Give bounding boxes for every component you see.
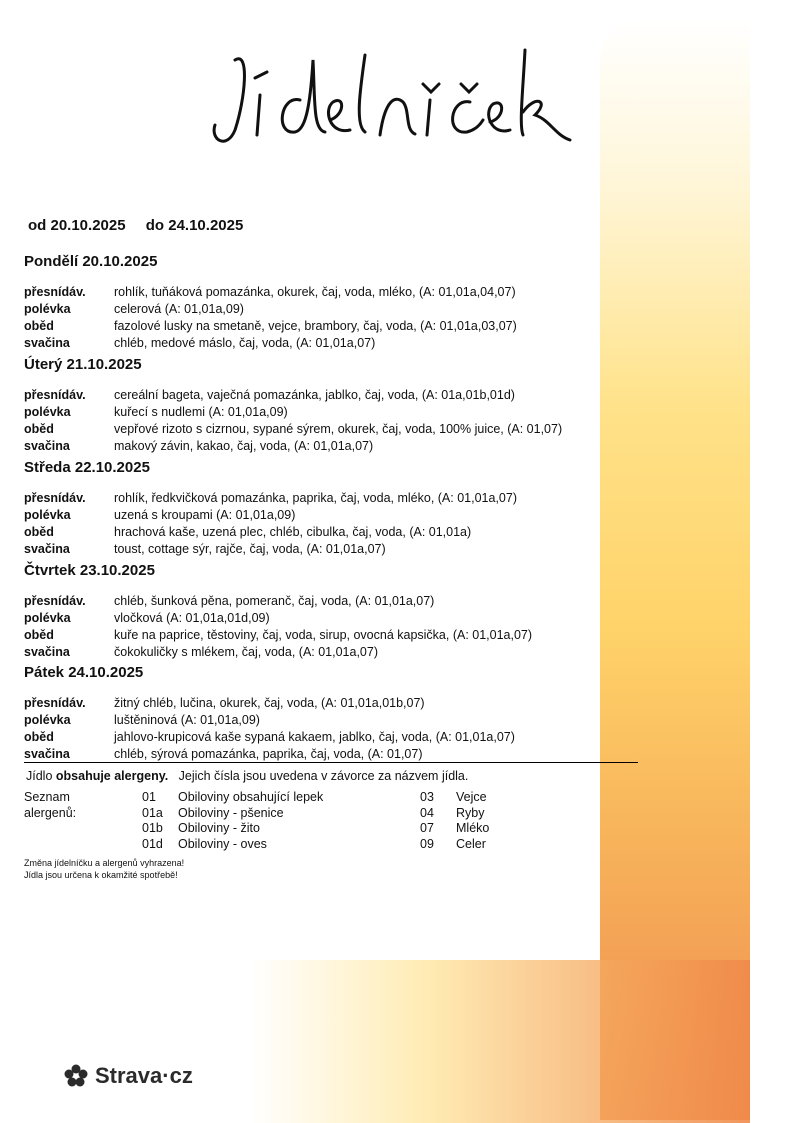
meal-row	[24, 695, 604, 712]
date-from: od 20.10.2025	[28, 217, 126, 234]
allergen-name: Celer	[456, 836, 486, 851]
day-title: Úterý 21.10.2025	[24, 356, 142, 373]
meal-text: luštěninová (A: 01,01a,09)	[114, 713, 260, 727]
footnote-change-reserved: Změna jídelníčku a alergenů vyhrazena!	[24, 858, 185, 868]
meal-label: svačina	[24, 747, 70, 761]
day-title: Čtvrtek 23.10.2025	[24, 562, 155, 579]
meal-text: hrachová kaše, uzená plec, chléb, cibulka, čaj, voda, (A: 01,01a)	[114, 525, 472, 539]
meal-label: oběd	[24, 525, 54, 539]
meal-label: polévka	[24, 611, 71, 625]
flower-icon	[63, 1063, 89, 1089]
meal-text: celerová (A: 01,01a,09)	[114, 302, 244, 316]
meal-label: oběd	[24, 422, 54, 436]
allergen-column-left	[142, 790, 323, 852]
title-logo	[205, 40, 585, 160]
footnote	[24, 857, 184, 881]
allergen-code: 07	[420, 821, 434, 835]
allergen-code: 09	[420, 836, 434, 851]
meal-row	[24, 318, 604, 335]
meal-row	[24, 301, 604, 318]
allergen-name: Ryby	[456, 805, 485, 820]
meal-label: přesnídáv.	[24, 594, 86, 608]
allergen-note-prefix: Jídlo	[26, 769, 56, 783]
meal-text: uzená s kroupami (A: 01,01a,09)	[114, 508, 296, 522]
meal-row	[24, 404, 604, 421]
allergen-item	[420, 806, 489, 822]
meal-text: rohlík, tuňáková pomazánka, okurek, čaj, voda, mléko, (A: 01,01a,04,07)	[114, 285, 516, 299]
meal-text: chléb, sýrová pomazánka, paprika, čaj, voda, (A: 01,07)	[114, 747, 423, 761]
allergen-item	[142, 790, 323, 806]
meal-text: chléb, medové máslo, čaj, voda, (A: 01,01a,07)	[114, 336, 376, 350]
meal-text: fazolové lusky na smetaně, vejce, brambory, čaj, voda, (A: 01,01a,03,07)	[114, 319, 517, 333]
allergen-item	[142, 806, 323, 822]
allergen-name: Obiloviny obsahující lepek	[178, 790, 324, 804]
day-block	[24, 664, 604, 763]
meal-row	[24, 284, 604, 301]
day-title: Středa 22.10.2025	[24, 459, 150, 476]
day-block	[24, 356, 604, 455]
meal-label: přesnídáv.	[24, 388, 86, 402]
day-title: Pondělí 20.10.2025	[24, 253, 158, 270]
footnote-immediate-consumption: Jídla jsou určena k okamžité spotřebě!	[24, 870, 178, 880]
meal-text: rohlík, ředkvičková pomazánka, paprika, čaj, voda, mléko, (A: 01,01a,07)	[114, 491, 517, 505]
meal-text: vepřové rizoto s cizrnou, sypané sýrem, okurek, čaj, voda, 100% juice, (A: 01,07)	[114, 422, 563, 436]
allergen-code: 01	[142, 790, 156, 804]
meal-text: jahlovo-krupicová kaše sypaná kakaem, jablko, čaj, voda, (A: 01,01a,07)	[114, 730, 515, 744]
allergen-column-right	[420, 790, 489, 852]
meal-row	[24, 438, 604, 455]
meal-label: oběd	[24, 319, 54, 333]
meal-label: přesnídáv.	[24, 285, 86, 299]
meal-row	[24, 644, 604, 661]
allergen-code: 01b	[142, 821, 163, 835]
meal-row	[24, 335, 604, 352]
decorative-garden-illustration	[250, 960, 750, 1123]
meal-row	[24, 490, 604, 507]
meal-text: chléb, šunková pěna, pomeranč, čaj, voda, (A: 01,01a,07)	[114, 594, 435, 608]
meal-row	[24, 712, 604, 729]
meal-label: přesnídáv.	[24, 491, 86, 505]
meal-label: oběd	[24, 628, 54, 642]
meal-label: přesnídáv.	[24, 696, 86, 710]
allergen-name: Mléko	[456, 821, 490, 835]
allergen-code: 03	[420, 790, 434, 804]
meal-text: žitný chléb, lučina, okurek, čaj, voda, (A: 01,01a,01b,07)	[114, 696, 425, 710]
allergen-note-suffix: Jejich čísla jsou uvedena v závorce za názvem jídla.	[168, 769, 469, 783]
meal-row	[24, 541, 604, 558]
meal-label: polévka	[24, 508, 71, 522]
meal-row	[24, 746, 604, 763]
date-to: do 24.10.2025	[145, 217, 244, 234]
allergen-item	[142, 837, 323, 853]
meal-row	[24, 610, 604, 627]
allergen-note	[26, 769, 468, 783]
allergen-code: 01d	[142, 836, 163, 851]
meal-row	[24, 524, 604, 541]
meal-label: svačina	[24, 336, 70, 350]
date-range	[28, 217, 259, 234]
allergen-item	[420, 837, 489, 853]
allergen-name: Vejce	[456, 790, 487, 804]
meal-text: čokokuličky s mlékem, čaj, voda, (A: 01,01a,07)	[114, 645, 379, 659]
day-block	[24, 459, 604, 558]
meal-label: polévka	[24, 302, 71, 316]
allergen-name: Obiloviny - žito	[178, 821, 260, 835]
meal-row	[24, 593, 604, 610]
allergen-list-label: Seznam alergenů:	[24, 790, 77, 820]
meal-label: oběd	[24, 730, 54, 744]
meal-text: makový závin, kakao, čaj, voda, (A: 01,01a,07)	[114, 439, 374, 453]
meal-row	[24, 507, 604, 524]
meal-text: vločková (A: 01,01a,01d,09)	[114, 611, 270, 625]
meal-label: polévka	[24, 713, 71, 727]
divider	[24, 762, 638, 763]
meal-text: cereální bageta, vaječná pomazánka, jablko, čaj, voda, (A: 01a,01b,01d)	[114, 388, 515, 402]
meal-row	[24, 387, 604, 404]
meal-label: svačina	[24, 439, 70, 453]
allergen-item	[420, 821, 489, 837]
allergen-code: 01a	[142, 805, 163, 820]
meal-label: svačina	[24, 542, 70, 556]
meal-text: toust, cottage sýr, rajče, čaj, voda, (A: 01,01a,07)	[114, 542, 386, 556]
day-title: Pátek 24.10.2025	[24, 664, 144, 681]
allergen-name: Obiloviny - pšenice	[178, 805, 284, 820]
allergen-name: Obiloviny - oves	[178, 836, 267, 851]
allergen-note-bold: obsahuje alergeny.	[55, 769, 169, 783]
meal-label: polévka	[24, 405, 71, 419]
day-block	[24, 253, 604, 352]
allergen-item	[142, 821, 323, 837]
decorative-kite-illustration	[600, 20, 750, 1120]
meal-row	[24, 421, 604, 438]
meal-row	[24, 729, 604, 746]
logo-text: Strava·cz	[95, 1063, 193, 1088]
allergen-item	[420, 790, 489, 806]
day-block	[24, 562, 604, 661]
meal-text: kuře na paprice, těstoviny, čaj, voda, sirup, ovocná kapsička, (A: 01,01a,07)	[114, 628, 533, 642]
allergen-code: 04	[420, 805, 434, 820]
meal-text: kuřecí s nudlemi (A: 01,01a,09)	[114, 405, 288, 419]
meal-label: svačina	[24, 645, 70, 659]
strava-logo	[63, 1063, 193, 1089]
meal-row	[24, 627, 604, 644]
